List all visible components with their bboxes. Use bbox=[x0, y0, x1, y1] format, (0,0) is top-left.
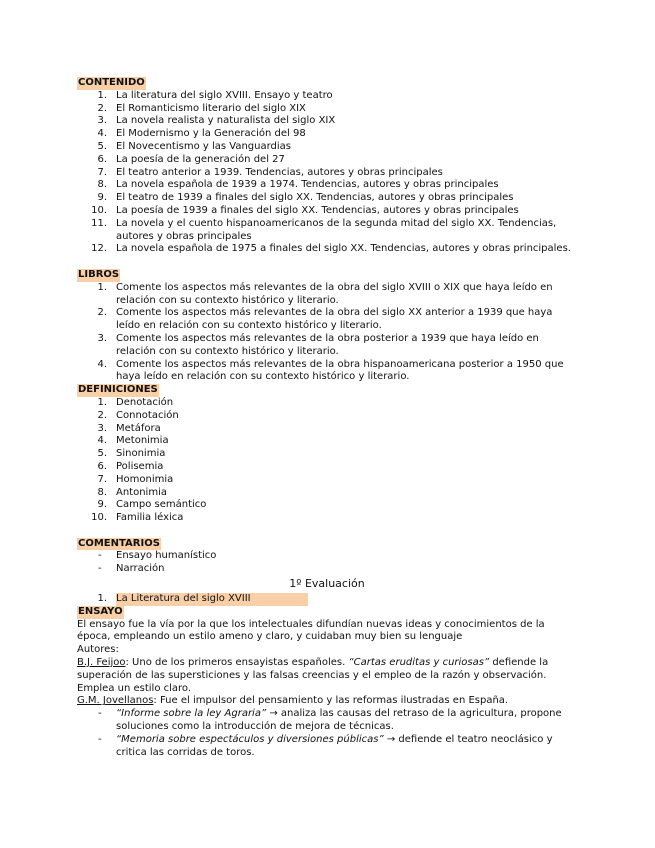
list-item: 4. Metonimia bbox=[97, 435, 169, 447]
list-item: 11. La novela y el cuento hispanoamericanos de la segunda mitad del siglo XX. Tendencias, autores y obras principales bbox=[91, 217, 557, 242]
list-item: 1. Comente los aspectos más relevantes de la obra del siglo XVIII o XIX que haya leído en relación con su contexto histórico y literario. bbox=[97, 281, 553, 306]
document-page bbox=[77, 77, 577, 759]
jovellanos-paragraph: G.M. Jovellanos: Fue el impulsor del pensamiento y las reformas ilustradas en España. bbox=[77, 695, 509, 707]
list-item: 10. Familia léxica bbox=[91, 512, 184, 524]
list-item: 12. La novela española de 1975 a finales del siglo XX. Tendencias, autores y obras principales. bbox=[91, 243, 571, 255]
feijoo-work: “Cartas eruditas y curiosas” bbox=[348, 657, 490, 669]
list-item: 3. Comente los aspectos más relevantes de la obra posterior a 1939 que haya leído en relación con su contexto histórico y literario. bbox=[97, 332, 539, 357]
evaluacion-item-highlight: La Literatura del siglo XVIII bbox=[116, 593, 308, 606]
ensayo-heading: ENSAYO bbox=[78, 605, 123, 617]
definiciones-section bbox=[77, 384, 577, 525]
comentarios-section bbox=[77, 538, 577, 576]
libros-section bbox=[77, 269, 577, 384]
jovellanos-works-list bbox=[77, 708, 577, 759]
list-item: 2. Comente los aspectos más relevantes de la obra del siglo XX anterior a 1939 que haya leído en relación con su contexto histórico y literario. bbox=[97, 307, 553, 332]
list-item: 5. Sinonimia bbox=[97, 448, 166, 460]
list-item: 3. La novela realista y naturalista del siglo XIX bbox=[97, 115, 336, 127]
contenido-list bbox=[77, 90, 577, 256]
list-item: 7. El teatro anterior a 1939. Tendencias, autores y obras principales bbox=[97, 166, 443, 178]
contenido-section bbox=[77, 77, 577, 256]
list-item: 3. Metáfora bbox=[97, 422, 161, 434]
list-item: 7. Homonimia bbox=[97, 473, 174, 485]
list-item: 2. El Romanticismo literario del siglo XIX bbox=[97, 102, 306, 114]
evaluacion-title: 1º Evaluación bbox=[289, 577, 365, 591]
feijoo-paragraph: B.J. Feijoo: Uno de los primeros ensayistas españoles. “Cartas eruditas y curiosas” defiende la superación de las supersticiones y las falsas creencias y el empleo de la razón y observación. Emplea un estilo claro. bbox=[77, 657, 549, 694]
libros-heading: LIBROS bbox=[78, 268, 120, 280]
feijoo-name: B.J. Feijoo bbox=[77, 657, 126, 669]
list-item: 1. La literatura del siglo XVIII. Ensayo y teatro bbox=[97, 89, 333, 101]
list-item: 1. Denotación bbox=[97, 396, 174, 408]
list-item: 4. El Modernismo y la Generación del 98 bbox=[97, 128, 306, 140]
definiciones-list bbox=[77, 397, 577, 525]
comentarios-list bbox=[77, 550, 577, 576]
contenido-heading: CONTENIDO bbox=[78, 77, 145, 88]
list-item: 1. La Literatura del siglo XVIII bbox=[77, 593, 577, 606]
libros-list bbox=[77, 282, 577, 384]
evaluacion-list bbox=[77, 593, 577, 606]
list-item: - Narración bbox=[98, 563, 165, 575]
jovellanos-name: G.M. Jovellanos bbox=[77, 695, 154, 707]
comentarios-heading: COMENTARIOS bbox=[78, 537, 160, 549]
list-item: 8. Antonimia bbox=[97, 486, 167, 498]
autores-label: Autores: bbox=[77, 644, 119, 656]
ensayo-intro: El ensayo fue la vía por la que los intelectuales difundían nuevas ideas y conocimientos de la época, empleando un estilo ameno y claro, y cuidaban muy bien su lenguaje bbox=[77, 618, 545, 643]
list-item: 9. Campo semántico bbox=[97, 499, 207, 511]
definiciones-heading: DEFINICIONES bbox=[78, 384, 158, 396]
ensayo-section bbox=[77, 606, 577, 760]
list-item: - “Memoria sobre espectáculos y diversiones públicas” → defiende el teatro neoclásico y critica las corridas de toros. bbox=[98, 733, 553, 758]
list-item: 8. La novela española de 1939 a 1974. Tendencias, autores y obras principales bbox=[97, 179, 499, 191]
list-item: 9. El teatro de 1939 a finales del siglo XX. Tendencias, autores y obras principales bbox=[97, 192, 514, 204]
list-item: - “Informe sobre la ley Agraria” → analiza las causas del retraso de la agricultura, propone soluciones como la introducción de mejora de técnicas. bbox=[98, 708, 562, 733]
list-item: 6. La poesía de la generación del 27 bbox=[97, 153, 285, 165]
list-item: 2. Connotación bbox=[97, 409, 179, 421]
list-item: - Ensayo humanístico bbox=[98, 550, 217, 562]
list-item: 5. El Novecentismo y las Vanguardias bbox=[97, 140, 292, 152]
list-item: 6. Polisemia bbox=[97, 460, 164, 472]
list-item: 4. Comente los aspectos más relevantes de la obra hispanoamericana posterior a 1950 que haya leído en relación con su contexto histórico y literario. bbox=[97, 358, 564, 383]
list-item: 10. La poesía de 1939 a finales del siglo XX. Tendencias, autores y obras principales bbox=[91, 204, 519, 216]
